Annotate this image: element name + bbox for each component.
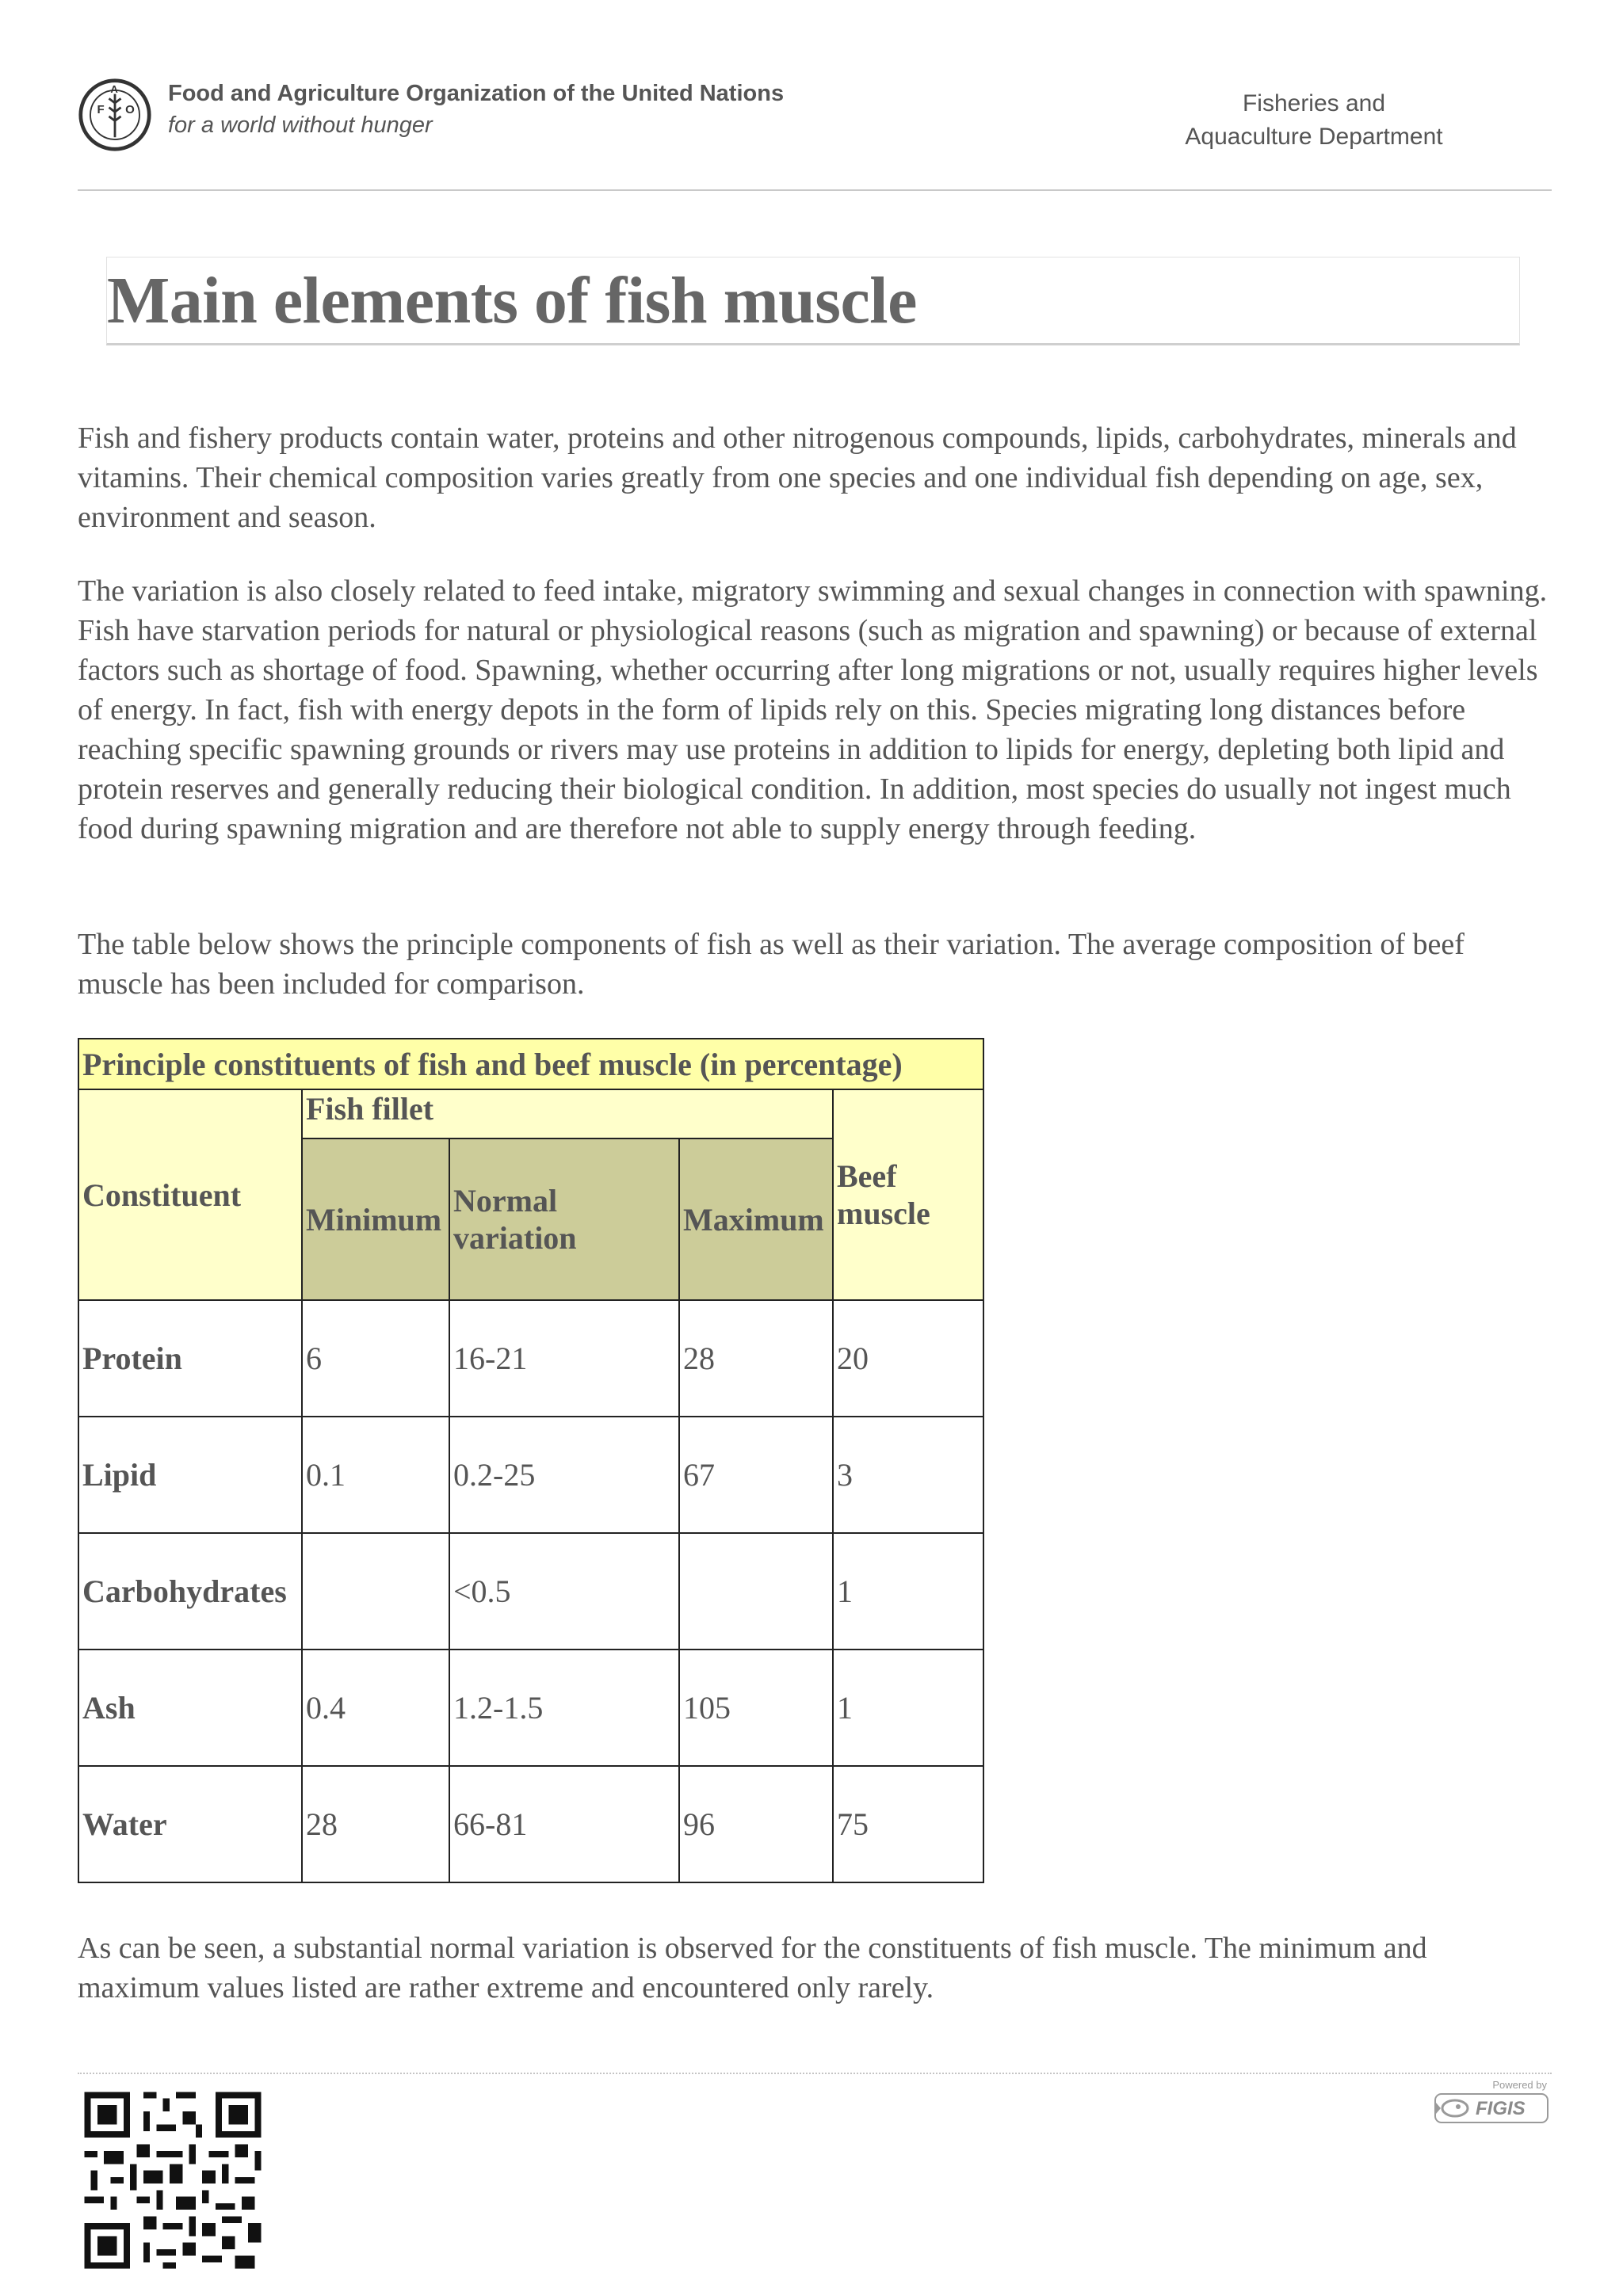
table-caption: Principle constituents of fish and beef muscle (in percentage) <box>78 1039 983 1089</box>
table-row <box>78 1300 983 1417</box>
row-beef: 1 <box>833 1533 983 1650</box>
org-tagline: for a world without hunger <box>168 113 433 138</box>
row-normal: 0.2-25 <box>449 1417 679 1533</box>
variation-paragraph: The variation is also closely related to feed intake, migratory swimming and sexual changes in connection with spawning. Fish have starvation periods for natural or physiological reasons (such as migration and spawning) or because of external factors such as shortage of food. Spawning, whether occurring after long migrations or not, usually requires higher levels of energy. In fact, fish with energy depots in the form of lipids rely on this. Species migrating long distances before reaching specific spawning grounds or rivers may use proteins in addition to lipids for energy, depleting both lipid and protein reserves and generally reducing their biological condition. In addition, most species do usually not ingest much food during spawning migration and are therefore not able to supply energy through feeding. <box>78 574 1548 845</box>
page-header <box>78 70 1552 190</box>
row-beef: 75 <box>833 1766 983 1882</box>
row-minimum <box>302 1533 449 1650</box>
normal-variation-header <box>449 1138 679 1300</box>
row-minimum: 28 <box>302 1766 449 1882</box>
table-caption-row <box>78 1039 983 1089</box>
row-minimum: 0.1 <box>302 1417 449 1533</box>
department-line-1: Fisheries and <box>1242 90 1386 116</box>
constituent-header: Constituent <box>78 1089 302 1300</box>
constituents-table <box>78 1038 984 1883</box>
row-normal: 1.2-1.5 <box>449 1650 679 1766</box>
table-row <box>78 1766 983 1882</box>
table-row <box>78 1417 983 1533</box>
svg-text:O: O <box>125 103 135 117</box>
row-beef: 1 <box>833 1650 983 1766</box>
svg-text:A: A <box>110 82 118 95</box>
row-maximum: 67 <box>679 1417 833 1533</box>
department-name <box>1155 87 1472 154</box>
title-box <box>106 257 1520 345</box>
header-divider <box>78 189 1552 191</box>
row-beef: 3 <box>833 1417 983 1533</box>
normal-header-line-1: Normal <box>453 1183 558 1219</box>
page-title: Main elements of fish muscle <box>107 264 917 338</box>
minimum-header: Minimum <box>302 1138 449 1300</box>
row-normal: 16-21 <box>449 1300 679 1417</box>
conclusion-paragraph: As can be seen, a substantial normal variation is observed for the constituents of fish muscle. The minimum and maximum values listed are rather extreme and encountered only rarely. <box>78 1932 1427 2004</box>
svg-text:F: F <box>97 103 105 117</box>
row-minimum: 0.4 <box>302 1650 449 1766</box>
row-constituent: Carbohydrates <box>78 1533 302 1650</box>
beef-muscle-header <box>833 1089 983 1300</box>
intro-paragraph: Fish and fishery products contain water, proteins and other nitrogenous compounds, lipids, carbohydrates, minerals and vitamins. Their chemical composition varies greatly from one species and one individual fish depending on age, sex, environment and season. <box>78 421 1517 534</box>
footer-divider <box>78 2073 1552 2074</box>
row-constituent: Protein <box>78 1300 302 1417</box>
powered-by-figis-badge <box>1431 2077 1552 2126</box>
row-maximum: 96 <box>679 1766 833 1882</box>
row-constituent: Ash <box>78 1650 302 1766</box>
normal-header-line-2: variation <box>453 1220 577 1256</box>
table-intro-paragraph: The table below shows the principle components of fish as well as their variation. The average composition of beef muscle has been included for comparison. <box>78 928 1465 1001</box>
table-row <box>78 1533 983 1650</box>
department-line-2: Aquaculture Department <box>1185 124 1443 150</box>
row-constituent: Water <box>78 1766 302 1882</box>
row-beef: 20 <box>833 1300 983 1417</box>
row-minimum: 6 <box>302 1300 449 1417</box>
row-constituent: Lipid <box>78 1417 302 1533</box>
fish-fillet-header: Fish fillet <box>302 1089 833 1138</box>
figis-label: FIGIS <box>1476 2098 1526 2119</box>
row-maximum <box>679 1533 833 1650</box>
org-name: Food and Agriculture Organization of the United Nations <box>168 81 785 106</box>
row-maximum: 105 <box>679 1650 833 1766</box>
qr-code-icon <box>78 2085 268 2275</box>
row-normal: <0.5 <box>449 1533 679 1650</box>
beef-header-line-1: Beef <box>837 1158 897 1194</box>
fao-logo-icon <box>78 78 152 152</box>
powered-by-label: Powered by <box>1492 2079 1547 2091</box>
row-normal: 66-81 <box>449 1766 679 1882</box>
table-group-header-row <box>78 1089 983 1138</box>
row-maximum: 28 <box>679 1300 833 1417</box>
maximum-header: Maximum <box>679 1138 833 1300</box>
beef-header-line-2: muscle <box>837 1196 930 1231</box>
table-row <box>78 1650 983 1766</box>
